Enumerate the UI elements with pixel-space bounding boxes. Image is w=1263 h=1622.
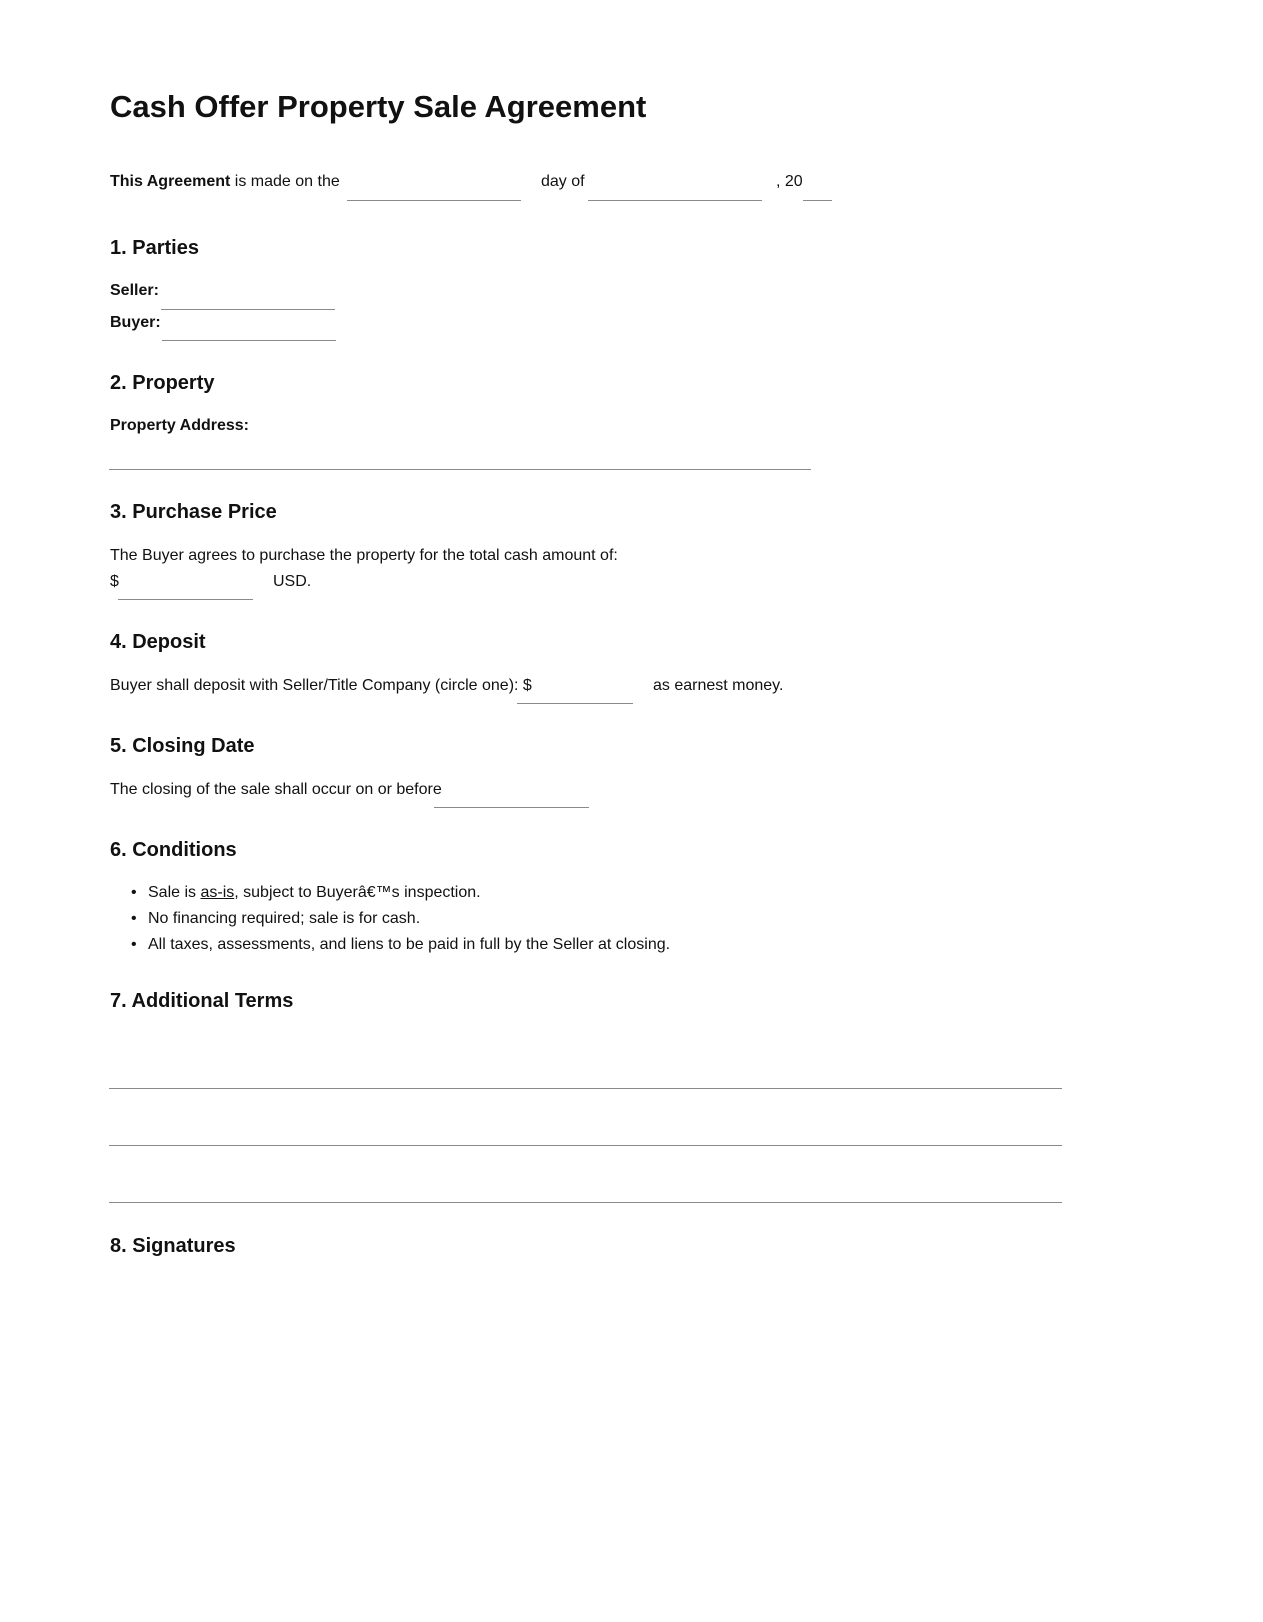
conditions-heading: 6. Conditions <box>110 839 237 861</box>
price-heading: 3. Purchase Price <box>110 501 277 523</box>
condition-item: • All taxes, assessments, and liens to be paid in full by the Seller at closing. <box>110 936 670 962</box>
buyer-label: Buyer: <box>110 314 161 331</box>
condition-text: Sale is <box>148 884 201 901</box>
buyer-field[interactable] <box>162 340 336 341</box>
page-title: Cash Offer Property Sale Agreement <box>110 89 647 124</box>
condition-item <box>110 884 670 910</box>
closing-text: The closing of the sale shall occur on or before <box>110 781 442 798</box>
deposit-text: Buyer shall deposit with Seller/Title Company (circle one): $ <box>110 677 532 694</box>
parties-heading: 1. Parties <box>110 237 199 259</box>
year-prefix: , 20 <box>776 173 803 190</box>
year-field[interactable] <box>803 200 832 201</box>
additional-terms-line-3[interactable] <box>109 1202 1062 1203</box>
condition-text: , subject to Buyerâ€™s inspection. <box>234 884 481 901</box>
seller-label: Seller: <box>110 282 159 299</box>
month-field[interactable] <box>588 200 762 201</box>
as-is-term: as-is <box>200 884 235 901</box>
additional-terms-line-1[interactable] <box>109 1088 1062 1089</box>
property-heading: 2. Property <box>110 372 215 394</box>
additional-terms-line-2[interactable] <box>109 1145 1062 1146</box>
closing-heading: 5. Closing Date <box>110 735 255 757</box>
closing-date-field[interactable] <box>434 807 589 808</box>
dollar-sign: $ <box>110 573 119 590</box>
condition-item: • No financing required; sale is for cash. <box>110 910 670 936</box>
additional-terms-heading: 7. Additional Terms <box>110 990 294 1012</box>
deposit-field[interactable] <box>517 703 633 704</box>
deposit-heading: 4. Deposit <box>110 631 206 653</box>
deposit-suffix: as earnest money. <box>653 677 784 694</box>
intro-text1: is made on the <box>234 173 340 190</box>
price-field[interactable] <box>118 599 253 600</box>
intro-text <box>110 173 340 191</box>
signatures-heading: 8. Signatures <box>110 1235 236 1257</box>
conditions-list <box>110 884 670 962</box>
day-of-label: day of <box>541 173 585 190</box>
seller-field[interactable] <box>161 309 335 310</box>
property-address-field[interactable] <box>109 469 811 470</box>
intro-bold: This Agreement <box>110 173 231 190</box>
currency-label: USD. <box>273 573 312 590</box>
property-address-label: Property Address: <box>110 417 249 434</box>
price-text: The Buyer agrees to purchase the property for the total cash amount of: <box>110 547 618 564</box>
day-field[interactable] <box>347 200 521 201</box>
